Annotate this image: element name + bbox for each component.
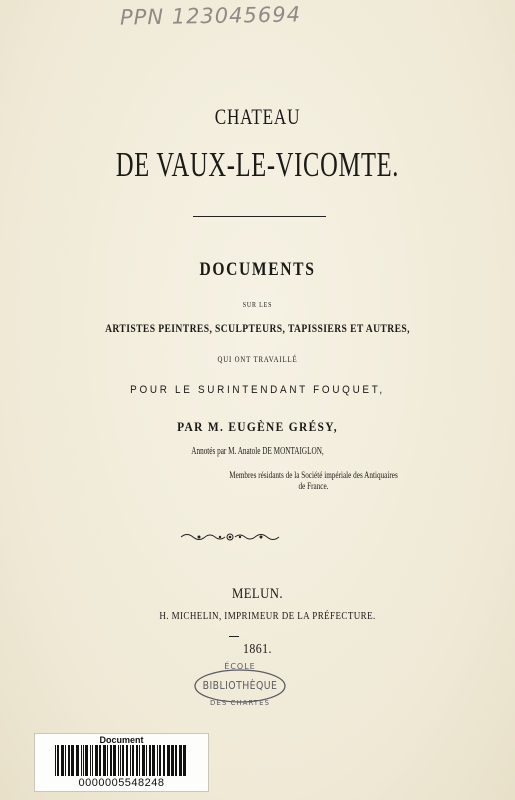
title-line-1: CHATEAU [214,104,301,129]
imprint-dash [229,636,239,637]
subtitle-pour: POUR LE SURINTENDANT FOUQUET, [130,384,385,396]
barcode-bar [90,745,91,776]
ornament-divider-icon [179,531,281,543]
barcode-bar [68,745,70,776]
title-line-2: DE VAUX-LE-VICOMTE. [115,145,400,184]
barcode-bar [83,745,84,776]
subtitle-sur-les: SUR LES [242,301,273,309]
stamp-line-2: BIBLIOTHÈQUE [202,679,278,692]
barcode-bar [118,745,119,776]
library-stamp [193,658,287,714]
barcode-bar [126,745,128,776]
barcode-bar [99,745,101,776]
subtitle-artistes: ARTISTES PEINTRES, SCULPTEURS, TAPISSIERS ET AUTRES, [105,321,410,335]
barcode-icon [55,745,187,776]
barcode-bar [107,745,108,776]
title-rule [193,216,326,217]
imprint-printer: H. MICHELIN, IMPRIMEUR DE LA PRÉFECTURE. [159,610,376,622]
barcode-bar [183,745,186,776]
barcode-bar [152,745,155,776]
barcode-bar [163,745,165,776]
barcode-label [34,733,209,792]
membres-line-2: de France. [298,481,329,491]
subtitle-qui-ont: QUI ONT TRAVAILLÉ [217,355,298,364]
barcode-bar [175,745,177,776]
barcode-bar [61,745,64,776]
barcode-bar [65,745,66,776]
annotator-line: Annotés par M. Anatole DE MONTAIGLON, [191,446,324,457]
barcode-bar [130,745,131,776]
stamp-line-1: ÉCOLE [224,662,256,671]
barcode-bar [57,745,59,776]
barcode-bar [95,745,98,776]
membres-line-1: Membres résidants de la Société impériale des Antiquaires [229,470,398,480]
barcode-bar [157,745,158,776]
barcode-bar [110,745,112,776]
barcode-bar [146,745,147,776]
handwritten-catalog-note: PPN 123045694 [119,2,302,30]
barcode-bar [132,745,134,776]
barcode-title: Document [99,735,144,745]
barcode-bar [139,745,140,776]
imprint-city: MELUN. [231,586,284,602]
barcode-bar [85,745,88,776]
barcode-bar [159,745,161,776]
author-line: PAR M. EUGÈNE GRÉSY, [177,419,338,434]
barcode-bar [136,745,138,776]
barcode-bar [149,745,151,776]
barcode-bar [71,745,74,776]
barcode-bar [81,745,82,776]
barcode-bar [113,745,116,776]
barcode-bar [142,745,145,776]
barcode-bar [179,745,182,776]
stamp-line-3: DES CHARTES [210,699,270,707]
barcode-number: 0000005548248 [78,777,165,789]
subtitle-documents: DOCUMENTS [199,259,316,280]
barcode-bar [171,745,174,776]
imprint-year: 1861. [243,642,272,657]
barcode-bar [103,745,106,776]
barcode-bar [167,745,170,776]
barcode-bar [55,745,56,776]
barcode-bar [92,745,93,776]
barcode-bar [122,745,124,776]
barcode-bar [76,745,79,776]
barcode-bar [120,745,121,776]
